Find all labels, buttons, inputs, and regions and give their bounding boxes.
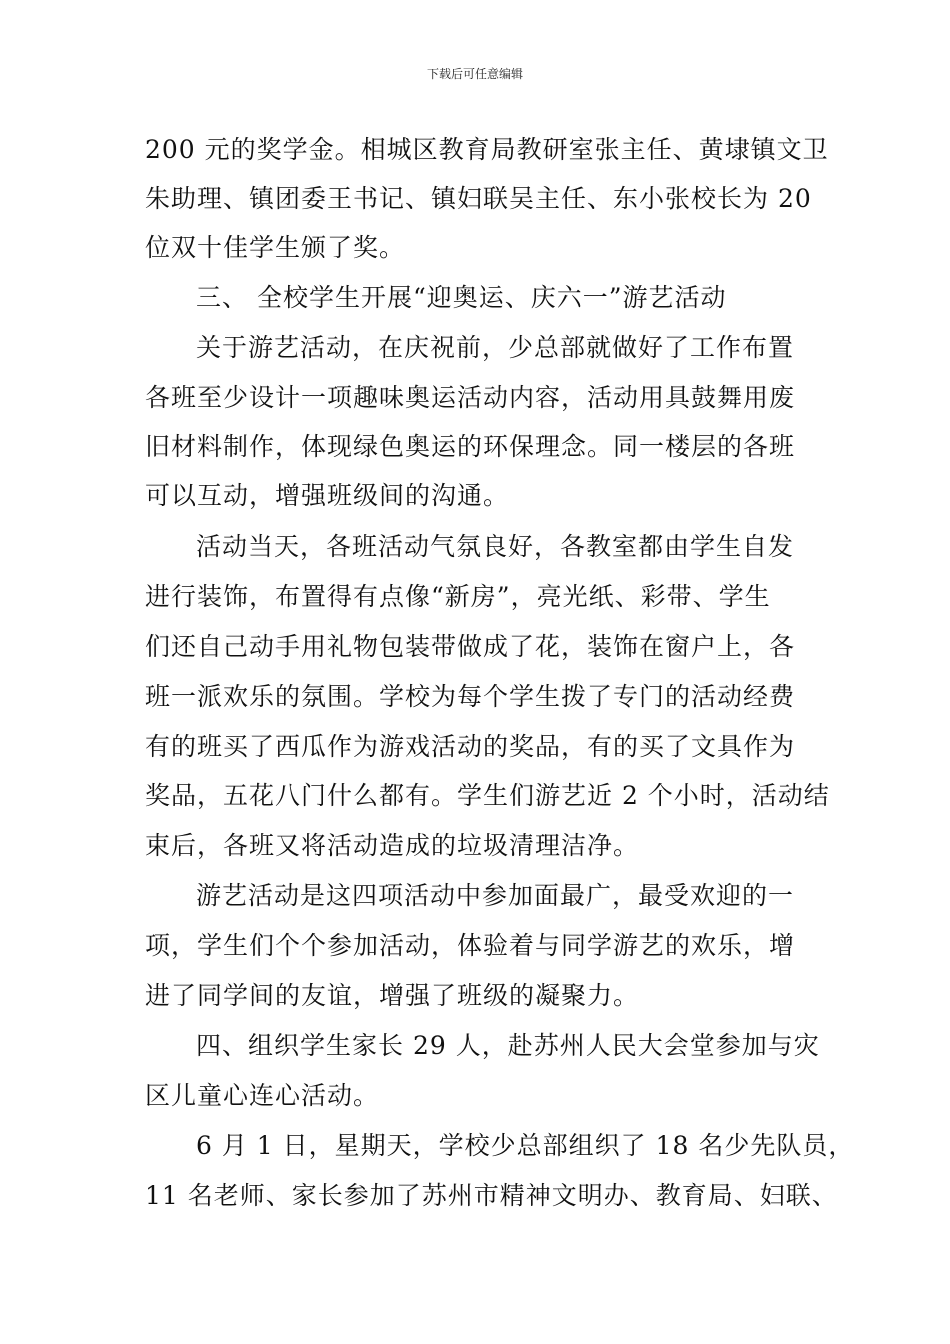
text-line: 旧材料制作，体现绿色奥运的环保理念。同一楼层的各班 — [145, 432, 796, 461]
text-line: 有的班买了西瓜作为游戏活动的奖品，有的买了文具作为 — [145, 732, 796, 761]
text-line: 班一派欢乐的氛围。学校为每个学生拨了专门的活动经费 — [145, 682, 796, 711]
text-line: 游艺活动是这四项活动中参加面最广，最受欢迎的一 — [196, 881, 795, 910]
page-header: 下载后可任意编辑 — [426, 67, 523, 81]
text-line: 区儿童心连心活动。 — [145, 1081, 380, 1110]
text-line: 项，学生们个个参加活动，体验着与同学游艺的欢乐，增 — [145, 931, 796, 960]
text-line: 们还自己动手用礼物包装带做成了花，装饰在窗户上，各 — [145, 632, 796, 661]
text-line: 11 名老师、家长参加了苏州市精神文明办、教育局、妇联、 — [145, 1181, 838, 1210]
text-line: 朱助理、镇团委王书记、镇妇联吴主任、东小张校长为 20 — [145, 184, 812, 213]
text-line: 位双十佳学生颁了奖。 — [145, 233, 406, 262]
text-line: 束后，各班又将活动造成的垃圾清理洁净。 — [145, 831, 640, 860]
text-line: 可以互动，增强班级间的沟通。 — [145, 481, 510, 510]
section-heading: 四、组织学生家长 29 人，赴苏州人民大会堂参加与灾 — [196, 1031, 820, 1060]
text-line: 进行装饰，布置得有点像“新房”，亮光纸、彩带、学生 — [145, 582, 771, 611]
text-line: 各班至少设计一项趣味奥运活动内容，活动用具鼓舞用废 — [145, 383, 796, 412]
text-line: 活动当天，各班活动气氛良好，各教室都由学生自发 — [196, 532, 795, 561]
text-line: 奖品，五花八门什么都有。学生们游艺近 2 个小时，活动结 — [145, 781, 830, 810]
text-line: 6 月 1 日，星期天，学校少总部组织了 18 名少先队员， — [196, 1131, 855, 1160]
section-heading: 三、 全校学生开展“迎奥运、庆六一”游艺活动 — [196, 283, 727, 312]
text-line: 关于游艺活动，在庆祝前，少总部就做好了工作布置 — [196, 333, 795, 362]
text-line: 200 元的奖学金。相城区教育局教研室张主任、黄埭镇文卫 — [145, 135, 829, 164]
text-line: 进了同学间的友谊，增强了班级的凝聚力。 — [145, 981, 640, 1010]
